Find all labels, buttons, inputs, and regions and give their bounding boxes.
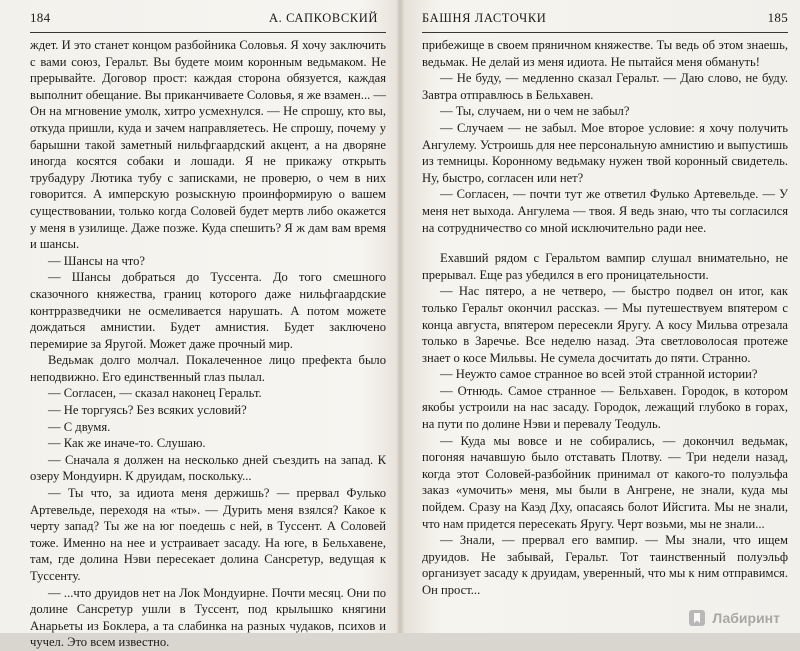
paragraph: — ...что друидов нет на Лок Мондуирнe. Почти месяц. Они по долине Сансретур ушли в Туссент, под крылышко княгини Анарьеты из Боклера, а та слабинка на разных чудаков, психов и чучел. Это всем известно. [30, 585, 386, 650]
left-page-header [30, 10, 386, 33]
paragraph: — Неужто самое странное во всей этой странной истории? [440, 367, 758, 382]
paragraph: — Не буду, — медленно сказал Геральт. — Даю слово, не буду. Завтра отправлюсь в Бельхавен. [422, 71, 788, 102]
paragraph: — Случаем — не забыл. Мое второе условие: я хочу получить Ангулему. Устроишь для нее персональную амнистию и выпустишь из темницы. Коронному ведьмаку нужен твой коронный свидетель. Ну, быстро, согласен или нет? [422, 120, 788, 185]
left-running-head: А. САПКОВСКИЙ [269, 11, 378, 25]
right-page-header [422, 10, 788, 33]
right-page-text [422, 37, 788, 599]
bookmark-icon [688, 609, 706, 627]
paragraph: — Знали, — прервал его вампир. — Мы знали, что ищем друидов. Не забывай, Геральт. Тот таинственный полуэльф организует засаду к друидам, уверенный, что мы к ним отправимся. Он прост... [422, 533, 788, 597]
paragraph: — Отнюдь. Самое странное — Бельхавен. Городок, в котором якобы устроили на нас засаду. Городок, лежащий глубоко в горах, на пути по долине Нэви и перевалу Теодуль. [422, 383, 788, 432]
paragraph: — Ты, случаем, ни о чем не забыл? [440, 104, 630, 119]
paragraph: — Шансы на что? [48, 253, 146, 268]
paragraph: Ведьмак долго молчал. Покалеченное лицо префекта было неподвижно. Его единственный глаз пылал. [30, 353, 386, 384]
paragraph: — Согласен, — сказал наконец Геральт. [48, 386, 262, 401]
paragraph: ждет. И это станет концом разбойника Соловья. Я хочу заключить с вами союз, Геральт. Вы будете моим коронным ведьмаком. Не прерывайте. Договор прост: каждая сторона обязуется, каждая выполнит обещание. Вы приканчиваете Соловья, я же взамен... — Он на мгновение умолк, хитро усмехнулся. — Не спрошу, кто вы, откуда пришли, куда и зачем направляетесь. Не спрошу, почему у барышни такой заметный нильфгаардский акцент, а на дворяне иногда косятся собаки и лошади. Я не прикажу открыть трубадуру Лютика тубу с записками, не проверю, о чем в них говорится. А имперскую розыскную проинформирую о вашем существовании, только когда Соловей будет мертв либо окажется у меня в узилище. Даже позже. Куда спешить? Я ж дам вам время и шансы. [30, 38, 386, 252]
watermark [688, 609, 780, 627]
paragraph: — Как же иначе-то. Слушаю. [48, 436, 206, 451]
paragraph: — Согласен, — почти тут же ответил Фулько Артевельде. — У меня нет выхода. Ангулема — твоя. Я ведь знаю, что ты согласился на сотрудничество со мной исключительно ради нее. [422, 187, 788, 235]
paragraph: прибежище в своем пряничном княжестве. Ты ведь об этом знаешь, ведьмак. Не делай из меня идиота. Не пытайся меня обмануть! [422, 38, 788, 69]
paragraph: — Не торгуясь? Без всяких условий? [48, 403, 247, 418]
left-page-number: 184 [30, 10, 51, 25]
paragraph: — Нас пятеро, а не четверо, — быстро подвел он итог, как только Геральт окончил рассказ. — Мы путешествуем впятером с конца августа, впятером пересекли Яругу. А косу Мильва отрезала только в Заречье. Все неделю назад. Эта светловолосая протеже знает о косе Мильвы. Не сумела досчитать до пяти. Странно. [422, 284, 788, 365]
paragraph: — Сначала я должен на несколько дней съездить на запад. К озеру Мондуирн. К друидам, поскольку... [30, 452, 386, 484]
right-running-head: БАШНЯ ЛАСТОЧКИ [422, 11, 547, 25]
paragraph: — С двумя. [48, 419, 111, 434]
left-page [0, 0, 398, 650]
right-page-number: 185 [767, 10, 788, 25]
paragraph: — Ты что, за идиота меня держишь? — прервал Фулько Артевельде, переходя на «ты». — Дурить меня взялся? Какое к черту запад? Ты же на юг поедешь с ней, в Туссент. А Соловей тоже. Именно на нее и устраивает засаду. На юге, в Бельхавене, там, где долина Нэви пересекает долина Сансретур, ведущая к Туссенту. [30, 486, 386, 583]
paragraph: — Шансы добраться до Туссента. До того смешного сказочного княжества, границ которого даже нильфгаардские контрразведчики не осмеливается нарушать. А потом можете дождаться амнистии. Будет амнистия. Будет заключено перемирие за Яругой. Может даже прочный мир. [30, 270, 386, 351]
right-page [402, 0, 800, 633]
paragraph: Ехавший рядом с Геральтом вампир слушал внимательно, не прерывал. Еще раз убедился в его проницательности. [422, 251, 788, 282]
paragraph: — Куда мы вовсе и не собирались, — докончил ведьмак, погоняя начавшую было отставать Плотву. — Три недели назад, когда этот Соловей-разбойник принимал от какого-то полуэльфа заказ «умочить» меня, мы были в Ангрене, не знали, куда мы пойдем. Сразу на Каэд Дху, опасаясь болот Ийсгита. Мы не знали, что нам придется пересекать Яругу. Черт возьми, мы не знали... [422, 433, 788, 531]
watermark-text: Лабиринт [712, 610, 780, 626]
left-page-text [30, 37, 386, 651]
